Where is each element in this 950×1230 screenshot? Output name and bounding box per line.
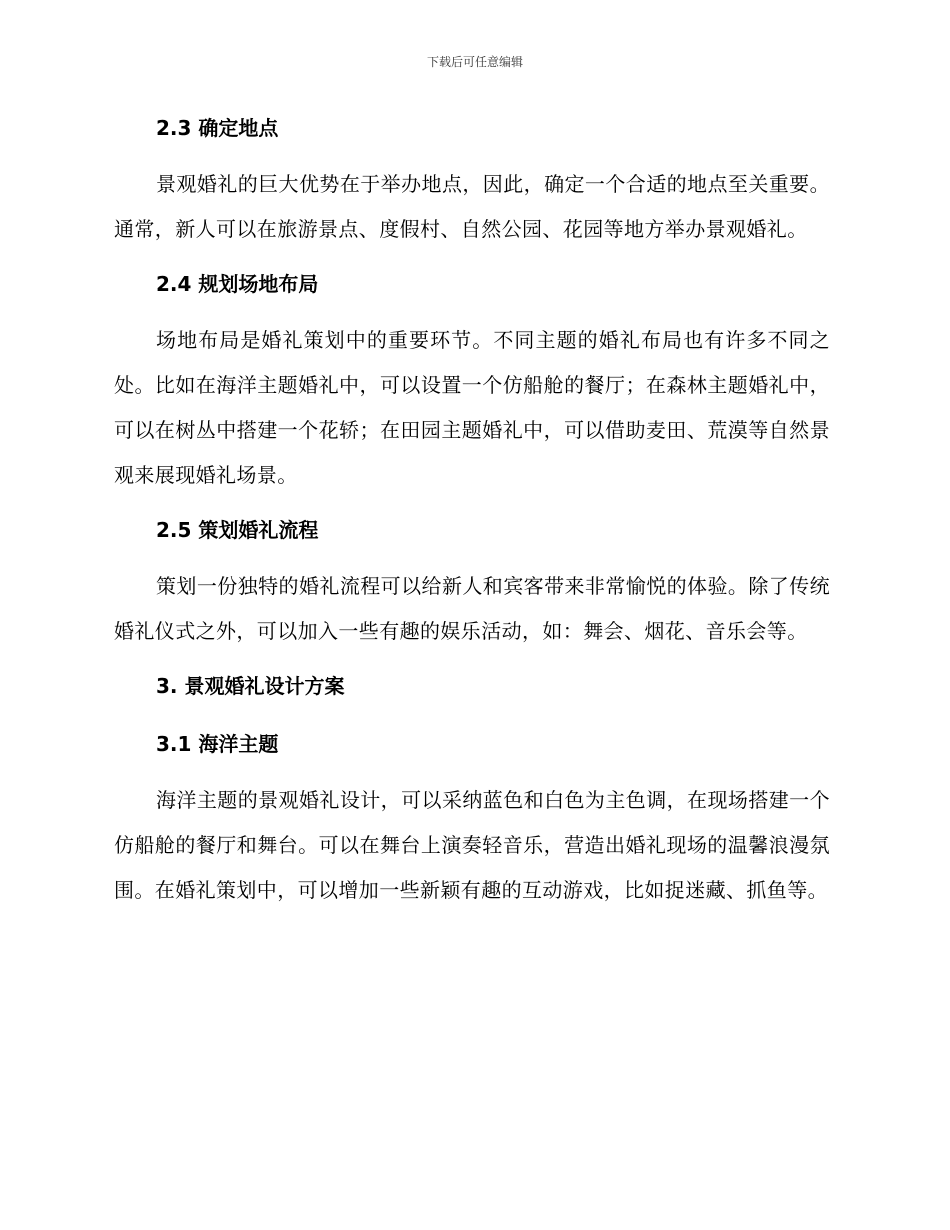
section-heading-2-4: 2.4 规划场地布局 xyxy=(156,272,319,296)
section-heading-2-5: 2.5 策划婚礼流程 xyxy=(156,518,319,542)
page-header-note: 下载后可任意编辑 xyxy=(426,55,523,69)
paragraph-2-3: 景观婚礼的巨大优势在于举办地点，因此，确定一个合适的地点至关重要。通常，新人可以在旅游景点、度假村、自然公园、花园等地方举办景观婚礼。 xyxy=(114,172,830,241)
document-body xyxy=(114,110,830,913)
paragraph-3-1: 海洋主题的景观婚礼设计，可以采纳蓝色和白色为主色调，在现场搭建一个仿船舱的餐厅和舞台。可以在舞台上演奏轻音乐，营造出婚礼现场的温馨浪漫氛围。在婚礼策划中，可以增加一些新颖有趣的互动游戏，比如捉迷藏、抓鱼等。 xyxy=(114,788,830,902)
section-heading-3: 3. 景观婚礼设计方案 xyxy=(156,674,345,698)
section-heading-3-1: 3.1 海洋主题 xyxy=(156,732,279,756)
paragraph-2-5: 策划一份独特的婚礼流程可以给新人和宾客带来非常愉悦的体验。除了传统婚礼仪式之外，可以加入一些有趣的娱乐活动，如：舞会、烟花、音乐会等。 xyxy=(114,574,830,643)
paragraph-2-4: 场地布局是婚礼策划中的重要环节。不同主题的婚礼布局也有许多不同之处。比如在海洋主题婚礼中，可以设置一个仿船舱的餐厅；在森林主题婚礼中，可以在树丛中搭建一个花轿；在田园主题婚礼中，可以借助麦田、荒漠等自然景观来展现婚礼场景。 xyxy=(114,328,830,487)
section-heading-2-3: 2.3 确定地点 xyxy=(156,116,279,140)
